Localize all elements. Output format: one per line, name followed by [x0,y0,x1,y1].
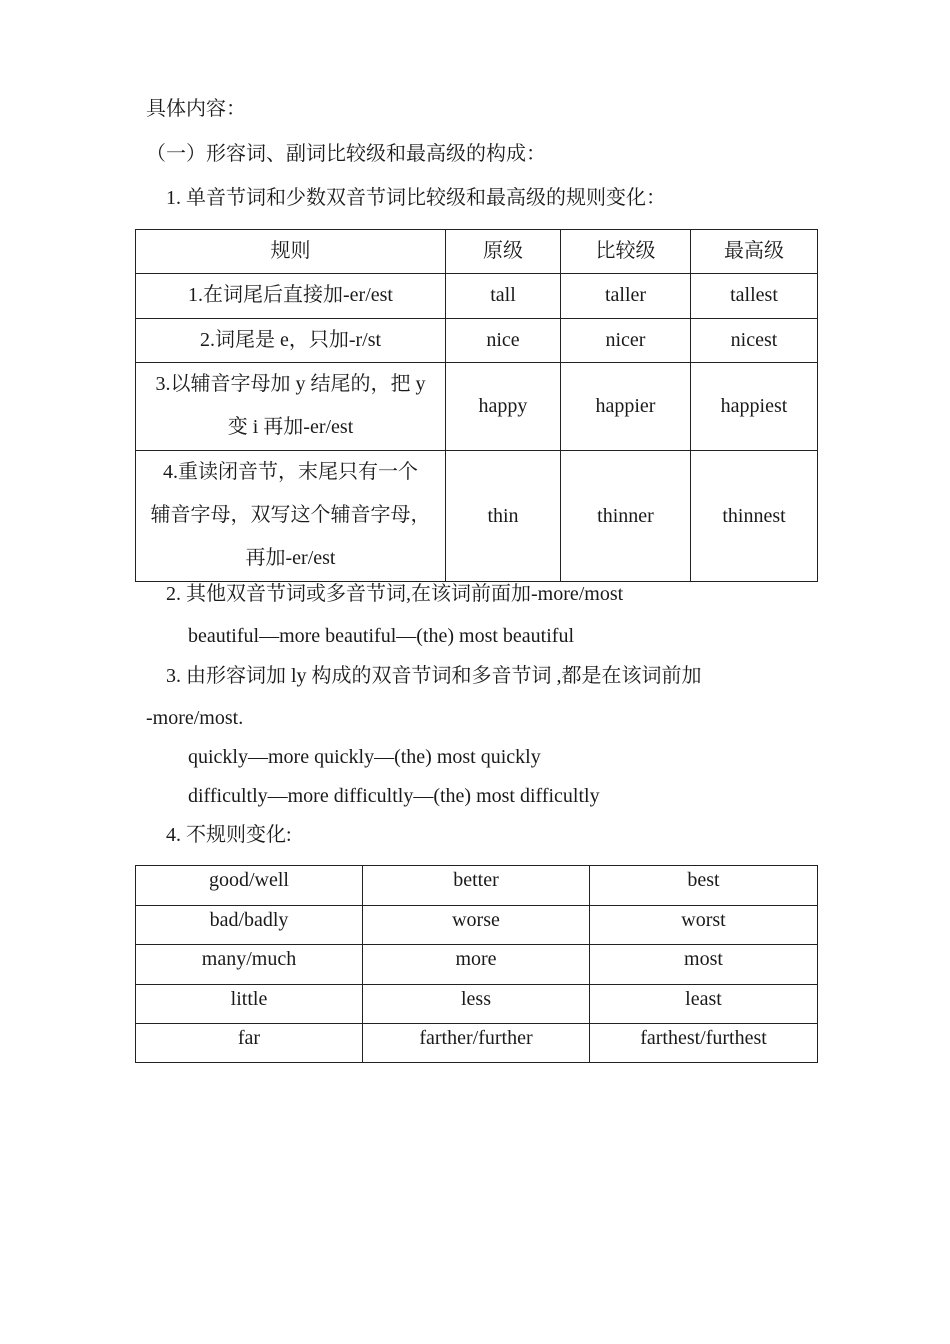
table-row [136,451,818,582]
superlative-cell: tallest [691,274,818,319]
rule-text-line-2: 辅音字母，双写这个辅音字母， [150,504,431,526]
rule-text: 1.在词尾后直接加-er/est [188,284,393,306]
comparative-cell: farther/further [363,1024,590,1063]
header-comparative: 比较级 [561,230,691,274]
superlative-cell: nicest [691,319,818,363]
rule-cell [136,319,446,363]
table-row [136,945,818,985]
rule-cell [136,451,446,582]
item-4-text: 4. 不规则变化: [166,824,292,846]
base-cell: happy [446,363,561,451]
superlative-cell: best [590,866,818,906]
comparative-cell: taller [561,274,691,319]
rule-text: 2.词尾是 e，只加-r/st [199,329,382,351]
table-row [136,274,818,319]
item-2-text: 2. 其他双音节词或多音节词,在该词前面加-more/most [166,583,624,605]
comparative-cell: nicer [561,319,691,363]
item-3-example-1: quickly—more quickly—(the) most quickly [188,746,541,768]
base-cell: tall [446,274,561,319]
heading: 具体内容： [146,98,246,120]
section-title: （一）形容词、副词比较级和最高级的构成： [146,143,546,165]
table-row [136,363,818,451]
item-3-text-cont: -more/most. [146,707,244,729]
rule-text-line-2: 变 i 再加-er/est [227,416,354,438]
base-cell: far [136,1024,363,1063]
rule-text-line-1: 3.以辅音字母加 y 结尾的，把 y [155,373,426,395]
comparative-cell: less [363,985,590,1024]
item-1-text: 1. 单音节词和少数双音节词比较级和最高级的规则变化： [166,187,666,209]
header-superlative: 最高级 [691,230,818,274]
item-3-example-2: difficultly—more difficultly—(the) most difficultly [188,785,600,807]
rule-cell [136,274,446,319]
table-row [136,985,818,1024]
base-cell: many/much [136,945,363,985]
comparative-cell: happier [561,363,691,451]
item-3-text: 3. 由形容词加 ly 构成的双音节词和多音节词 ,都是在该词前加 [166,665,702,687]
base-cell: little [136,985,363,1024]
table-row [136,319,818,363]
comparative-cell: more [363,945,590,985]
base-cell: thin [446,451,561,582]
superlative-cell: thinnest [691,451,818,582]
superlative-cell: farthest/furthest [590,1024,818,1063]
base-cell: nice [446,319,561,363]
table-header-row [136,230,818,274]
comparative-cell: thinner [561,451,691,582]
superlative-cell: least [590,985,818,1024]
superlative-cell: most [590,945,818,985]
header-rule: 规则 [136,230,446,274]
comparative-cell: worse [363,906,590,945]
comparative-cell: better [363,866,590,906]
irregular-table [135,865,818,1063]
base-cell: good/well [136,866,363,906]
table-row [136,906,818,945]
superlative-cell: worst [590,906,818,945]
rule-text-line-3: 再加-er/est [245,547,336,569]
rules-table [135,229,818,582]
table-row [136,866,818,906]
rule-cell [136,363,446,451]
superlative-cell: happiest [691,363,818,451]
item-2-example: beautiful—more beautiful—(the) most beautiful [188,625,574,647]
header-base: 原级 [446,230,561,274]
rule-text-line-1: 4.重读闭音节，末尾只有一个 [163,461,418,483]
table-row [136,1024,818,1063]
base-cell: bad/badly [136,906,363,945]
